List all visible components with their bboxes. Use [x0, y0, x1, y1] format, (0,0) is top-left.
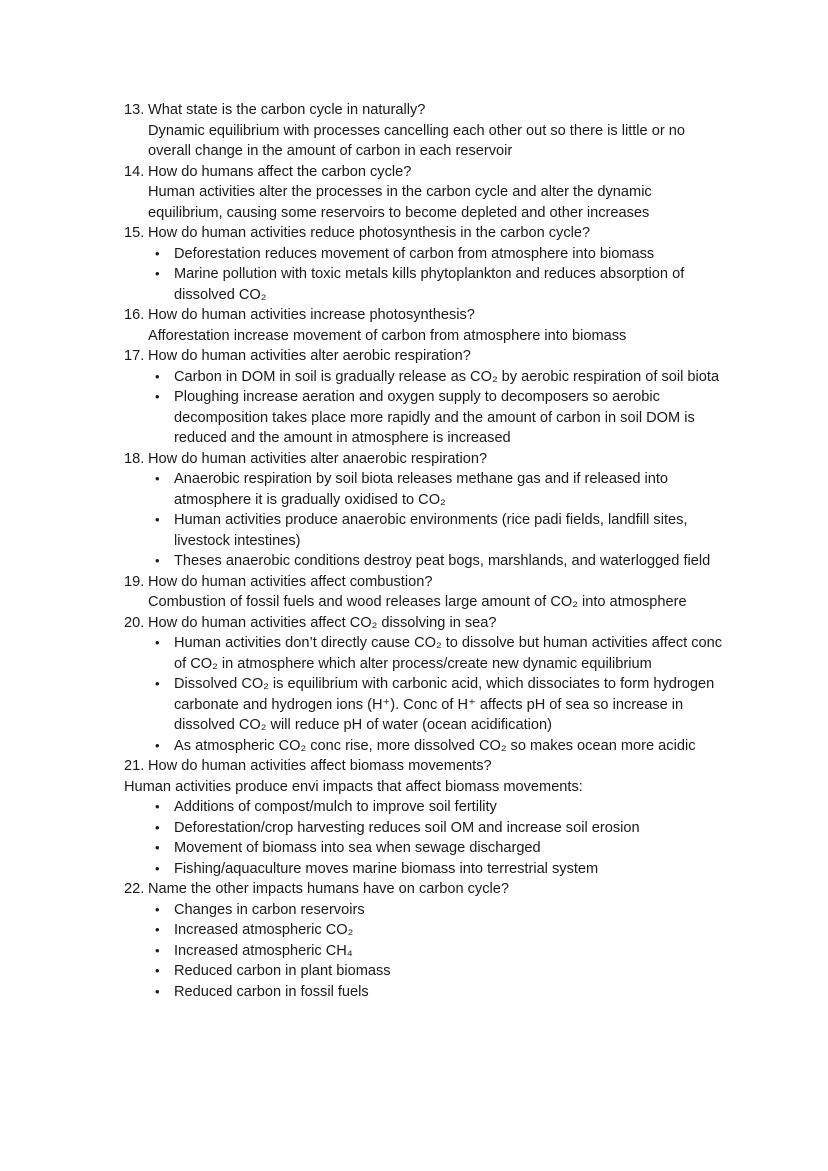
- question-block: [124, 305, 728, 346]
- bullet-text: Ploughing increase aeration and oxygen supply to decomposers so aerobic decomposition takes place more rapidly and the amount of carbon in soil DOM is reduced and the amount in atmosphere is increased: [174, 389, 695, 446]
- question-block: [124, 100, 728, 162]
- bullet-text: Theses anaerobic conditions destroy peat bogs, marshlands, and waterlogged field: [174, 553, 711, 569]
- question-line: [124, 756, 728, 777]
- bullet-point-icon: •: [155, 901, 160, 917]
- bullet-item: [124, 674, 728, 736]
- question-line: [124, 223, 728, 244]
- answer-text: Human activities alter the processes in the carbon cycle and alter the dynamic equilibrium, causing some reservoirs to become depleted and other increases: [148, 184, 652, 221]
- bullet-point-icon: •: [155, 635, 160, 650]
- question-text: How do human activities affect combustion?: [148, 573, 433, 590]
- bullet-list: [124, 244, 728, 306]
- question-line: [124, 346, 728, 367]
- bullet-text: As atmospheric CO₂ conc rise, more dissolved CO₂ so makes ocean more acidic: [174, 737, 696, 754]
- bullet-text: Marine pollution with toxic metals kills phytoplankton and reduces absorption of dissolved CO₂: [174, 266, 685, 303]
- question-line: [124, 162, 728, 183]
- question-text: How do human activities alter anaerobic respiration?: [148, 450, 488, 467]
- question-text: How do human activities alter aerobic respiration?: [148, 348, 471, 364]
- question-block: [124, 613, 728, 757]
- question-text: How do human activities affect CO₂ dissolving in sea?: [148, 614, 497, 631]
- bullet-item: [124, 264, 728, 305]
- bullet-point-icon: •: [155, 840, 160, 855]
- bullet-item: [124, 387, 728, 449]
- bullet-text: Reduced carbon in plant biomass: [174, 963, 391, 979]
- question-text: How do human activities increase photosynthesis?: [148, 307, 475, 323]
- answer-text: Human activities produce envi impacts that affect biomass movements:: [124, 778, 583, 795]
- question-number: 14.: [124, 163, 145, 180]
- question-line: [124, 100, 728, 121]
- question-number: 16.: [124, 307, 145, 323]
- bullet-point-icon: •: [155, 676, 160, 691]
- question-block: [124, 162, 728, 224]
- question-text: How do human activities affect biomass movements?: [148, 758, 492, 774]
- bullet-point-icon: •: [155, 471, 160, 486]
- bullet-text: Carbon in DOM in soil is gradually release as CO₂ by aerobic respiration of soil biota: [174, 368, 720, 385]
- question-line: [124, 879, 728, 900]
- bullet-item: [124, 920, 728, 941]
- bullet-text: Fishing/aquaculture moves marine biomass into terrestrial system: [174, 860, 599, 877]
- question-block: [124, 449, 728, 572]
- bullet-item: [124, 367, 728, 388]
- bullet-point-icon: •: [155, 512, 160, 527]
- bullet-point-icon: •: [155, 983, 160, 999]
- question-number: 13.: [124, 102, 145, 118]
- question-number: 21.: [124, 758, 145, 774]
- bullet-item: [124, 982, 728, 1003]
- bullet-item: [124, 941, 728, 962]
- bullet-list: [124, 797, 728, 879]
- answer-text: Dynamic equilibrium with processes cancelling each other out so there is little or no overall change in the amount of carbon in each reservoir: [148, 122, 685, 159]
- bullet-point-icon: •: [155, 942, 160, 958]
- bullet-text: Increased atmospheric CH₄: [174, 942, 353, 959]
- question-line: [124, 572, 728, 593]
- bullet-list: [124, 900, 728, 1003]
- bullet-text: Dissolved CO₂ is equilibrium with carbonic acid, which dissociates to form hydrogen carbonate and hydrogen ions (H⁺). Conc of H⁺ affects pH of sea so increase in dissolved CO₂ will reduce pH of water (ocean acidification): [174, 676, 715, 733]
- bullet-item: [124, 838, 728, 859]
- question-number: 18.: [124, 450, 145, 467]
- bullet-point-icon: •: [155, 922, 160, 937]
- bullet-point-icon: •: [155, 819, 160, 835]
- question-text: How do humans affect the carbon cycle?: [148, 163, 412, 180]
- bullet-item: [124, 469, 728, 510]
- bullet-item: [124, 961, 728, 982]
- bullet-text: Additions of compost/mulch to improve soil fertility: [174, 799, 497, 815]
- question-number: 17.: [124, 348, 145, 364]
- bullet-point-icon: •: [155, 553, 160, 568]
- question-answer-list: [124, 100, 728, 1002]
- bullet-item: [124, 551, 728, 572]
- question-number: 15.: [124, 225, 145, 241]
- bullet-text: Deforestation reduces movement of carbon from atmosphere into biomass: [174, 245, 655, 262]
- bullet-item: [124, 859, 728, 880]
- question-line: [124, 305, 728, 326]
- bullet-item: [124, 633, 728, 674]
- bullet-item: [124, 797, 728, 818]
- bullet-point-icon: •: [155, 389, 160, 404]
- bullet-list: [124, 633, 728, 756]
- question-text: How do human activities reduce photosynthesis in the carbon cycle?: [148, 225, 591, 241]
- question-text: What state is the carbon cycle in naturally?: [148, 102, 426, 118]
- bullet-text: Movement of biomass into sea when sewage discharged: [174, 840, 541, 856]
- bullet-text: Reduced carbon in fossil fuels: [174, 983, 369, 1000]
- bullet-text: Human activities produce anaerobic environments (rice padi fields, landfill sites, livestock intestines): [174, 512, 688, 549]
- question-block: [124, 346, 728, 449]
- bullet-point-icon: •: [155, 245, 160, 261]
- question-number: 19.: [124, 573, 145, 590]
- question-block: [124, 879, 728, 1002]
- bullet-list: [124, 469, 728, 572]
- bullet-item: [124, 900, 728, 921]
- question-line: [124, 449, 728, 470]
- bullet-point-icon: •: [155, 963, 160, 978]
- bullet-list: [124, 367, 728, 449]
- question-number: 20.: [124, 614, 145, 631]
- bullet-text: Increased atmospheric CO₂: [174, 922, 354, 938]
- bullet-item: [124, 736, 728, 757]
- bullet-point-icon: •: [155, 266, 160, 281]
- bullet-text: Human activities don’t directly cause CO₂ to dissolve but human activities affect conc of CO₂ in atmosphere which alter process/create new dynamic equilibrium: [174, 635, 723, 672]
- question-block: [124, 223, 728, 305]
- question-block: [124, 572, 728, 613]
- question-line: [124, 613, 728, 634]
- bullet-item: [124, 510, 728, 551]
- bullet-item: [124, 244, 728, 265]
- bullet-text: Deforestation/crop harvesting reduces soil OM and increase soil erosion: [174, 819, 640, 836]
- question-text: Name the other impacts humans have on carbon cycle?: [148, 881, 509, 897]
- answer-text: Afforestation increase movement of carbon from atmosphere into biomass: [148, 327, 627, 344]
- question-number: 22.: [124, 881, 145, 897]
- question-block: [124, 756, 728, 879]
- bullet-text: Changes in carbon reservoirs: [174, 901, 365, 918]
- bullet-point-icon: •: [155, 799, 160, 814]
- answer-text: Combustion of fossil fuels and wood releases large amount of CO₂ into atmosphere: [148, 594, 687, 610]
- bullet-point-icon: •: [155, 368, 160, 384]
- bullet-text: Anaerobic respiration by soil biota releases methane gas and if released into atmosphere it is gradually oxidised to CO₂: [174, 471, 669, 508]
- bullet-point-icon: •: [155, 737, 160, 753]
- bullet-item: [124, 818, 728, 839]
- bullet-point-icon: •: [155, 860, 160, 876]
